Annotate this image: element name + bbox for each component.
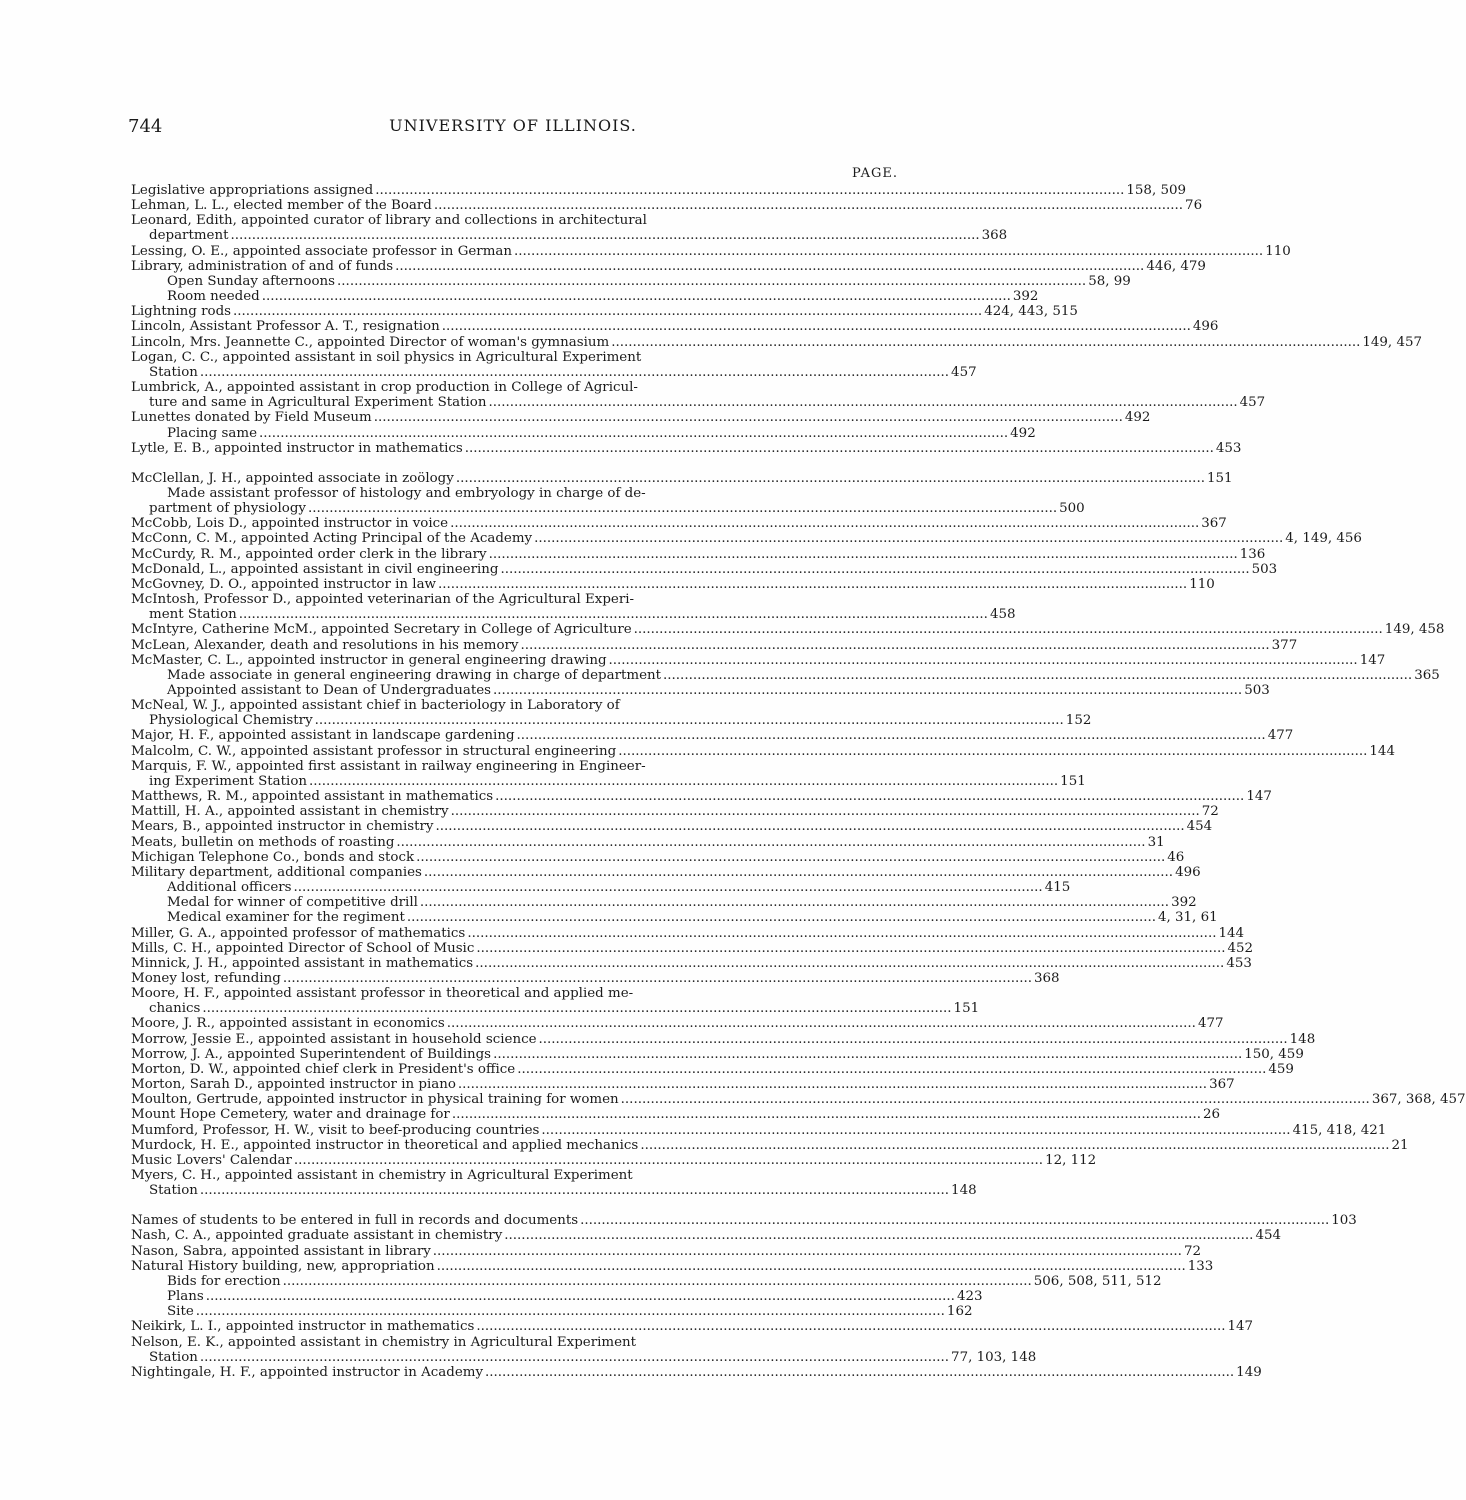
entry-pages: 12, 112 [1045,1152,1097,1168]
entry-text: Appointed assistant to Dean of Undergraduates [167,683,492,698]
entry-pages: 503 [1244,683,1270,698]
dot-leader [239,607,988,622]
index-entry [131,940,1254,956]
index-entry-continuation [131,773,1086,789]
entry-pages: 46 [1167,849,1185,865]
dot-leader [611,335,1360,350]
dot-leader [309,774,1058,789]
index-entry [131,1137,1409,1153]
entry-pages: 72 [1201,804,1219,820]
index-entry [131,1046,1304,1062]
index-entry [131,350,898,365]
index-entry [131,970,1060,986]
dot-leader [493,1047,1242,1062]
dot-leader [374,410,1123,425]
index-subentry [131,1289,983,1305]
entry-text: Physiological Chemistry [149,713,313,729]
entry-text: Michigan Telephone Co., bonds and stock [131,849,415,865]
entry-pages: 368 [1034,970,1060,986]
entry-text: McIntosh, Professor D., appointed veterinarian of the Agricultural Experi- [131,592,635,608]
entry-text: ing Experiment Station [149,773,308,789]
index-entry [131,698,898,713]
index-entry [131,546,1266,562]
entry-text: Minnick, J. H., appointed assistant in mathematics [131,955,474,971]
entry-text: Money lost, refunding [131,970,281,986]
entry-text: Malcolm, C. W., appointed assistant professor in structural engineering [131,743,617,759]
index-subentry [131,910,1218,926]
index-entry [131,198,1203,214]
index-entry [131,925,1245,941]
entry-text: Station [149,364,198,380]
dot-leader [495,789,1244,804]
index-entry [131,728,1294,744]
dot-leader [539,1032,1288,1047]
entry-pages: 423 [956,1289,983,1305]
entry-pages: 147 [1246,789,1272,805]
index-entry [131,834,1165,850]
index-entry [131,1335,898,1350]
index-entry [131,804,1219,820]
entry-pages: 151 [953,1001,980,1017]
index-entry-continuation [131,364,977,380]
entry-text: McLean, Alexander, death and resolutions in his memory [131,637,519,653]
entry-text: Music Lovers' Calendar [131,1152,292,1168]
index-entry [131,592,898,607]
index-entry [131,759,898,774]
index-entry-continuation [131,607,1016,623]
index-entry [131,1061,1294,1077]
entry-text: Morton, Sarah D., appointed instructor in piano [131,1077,456,1093]
entry-text: Nelson, E. K., appointed assistant in chemistry in Agricultural Experiment [131,1334,637,1350]
entry-text: Lunettes donated by Field Museum [131,410,372,426]
entry-pages: 453 [1215,440,1242,456]
dot-leader [433,1244,1182,1259]
entry-pages: 147 [1227,1319,1254,1335]
page-number: 744 [128,116,163,137]
index-entry [131,1168,898,1183]
group-spacer [131,456,898,471]
index-entry [131,304,1078,320]
page-header [128,116,898,140]
index-entry-continuation [131,501,1085,517]
entry-pages: 21 [1391,1137,1409,1153]
entry-text: Moore, J. R., appointed assistant in economics [131,1016,445,1032]
dot-leader [294,1153,1043,1168]
entry-text: Morton, D. W., appointed chief clerk in President's office [131,1061,516,1077]
entry-text: Legislative appropriations assigned [131,183,374,198]
entry-pages: 149, 458 [1384,622,1445,638]
entry-pages: 457 [1239,395,1266,411]
index-subentry [131,289,1039,305]
dot-leader [283,971,1032,986]
entry-pages: 133 [1187,1258,1214,1274]
index-entry [131,561,1278,577]
entry-pages: 147 [1359,652,1386,668]
dot-leader [206,1289,955,1304]
entry-pages: 76 [1185,198,1203,214]
entry-text: Logan, C. C., appointed assistant in soil physics in Agricultural Experiment [131,349,642,365]
entry-pages: 26 [1202,1107,1221,1123]
index-entry-continuation [131,713,1092,729]
index-entry [131,334,1423,350]
entry-text: McGovney, D. O., appointed instructor in law [131,576,437,592]
entry-pages: 415, 418, 421 [1292,1122,1387,1138]
entry-pages: 452 [1227,940,1254,956]
index-entry [131,1364,1262,1380]
dot-leader [504,1228,1253,1243]
dot-leader [500,562,1249,577]
entry-text: Medical examiner for the regiment [167,910,405,926]
dot-leader [517,1062,1266,1077]
running-title: UNIVERSITY OF ILLINOIS. [389,116,637,135]
entry-text: McIntyre, Catherine McM., appointed Secretary in College of Agriculture [131,622,632,638]
entry-text: Mattill, H. A., appointed assistant in chemistry [131,804,449,820]
dot-leader [476,941,1225,956]
entry-text: Lightning rods [131,304,232,320]
entry-pages: 151 [1060,773,1086,789]
entry-pages: 377 [1271,637,1298,653]
dot-leader [534,531,1283,546]
dot-leader [262,289,1011,304]
dot-leader [609,653,1358,668]
entry-pages: 457 [951,364,977,380]
index-entry [131,243,1291,259]
dot-leader [475,956,1224,971]
entry-pages: 392 [1012,289,1039,305]
dot-leader [447,1016,1196,1031]
entry-text: Moulton, Gertrude, appointed instructor in physical training for women [131,1092,619,1108]
index-subentry [131,1304,973,1320]
entry-text: ture and same in Agricultural Experiment Station [149,395,487,411]
entry-text: McDonald, L., appointed assistant in civil engineering [131,561,499,577]
entry-pages: 453 [1226,955,1252,971]
entry-pages: 72 [1183,1243,1201,1259]
entry-text: Lincoln, Mrs. Jeannette C., appointed Director of woman's gymnasium [131,334,610,350]
entry-pages: 368 [981,228,1008,244]
entry-pages: 77, 103, 148 [951,1349,1037,1365]
index-entry [131,789,1272,805]
entry-text: Moore, H. F., appointed assistant professor in theoretical and applied me- [131,986,634,1002]
entry-text: Room needed [167,289,260,305]
dot-leader [488,395,1237,410]
dot-leader [514,244,1263,259]
dot-leader [407,910,1156,925]
entry-pages: 162 [946,1304,973,1320]
index-entry [131,849,1185,865]
entry-pages: 110 [1189,576,1215,592]
entry-pages: 149, 457 [1362,334,1423,350]
entry-pages: 454 [1186,819,1213,835]
index-entry [131,470,1233,486]
dot-leader [452,1107,1201,1122]
entry-pages: 144 [1369,743,1395,759]
entry-text: Names of students to be entered in full in records and documents [131,1213,579,1229]
index-entry [131,440,1242,456]
index-entry [131,410,1151,426]
entry-text: Major, H. F., appointed assistant in landscape gardening [131,728,515,744]
dot-leader [451,804,1200,819]
dot-leader [467,926,1216,941]
dot-leader [259,426,1008,441]
entry-text: Bids for erection [167,1273,281,1289]
dot-leader [308,501,1057,516]
dot-leader [196,1304,945,1319]
index-entry [131,864,1201,880]
index-entry [131,1122,1387,1138]
entry-pages: 110 [1265,243,1291,259]
page-column-label: PAGE. [852,166,898,181]
entry-text: Medal for winner of competitive drill [167,895,418,911]
entry-text: Nason, Sabra, appointed assistant in library [131,1243,431,1259]
entry-pages: 424, 443, 515 [984,304,1078,320]
index-entry [131,652,1386,668]
dot-leader [640,1138,1389,1153]
entry-text: Morrow, Jessie E., appointed assistant in household science [131,1031,537,1047]
entry-pages: 4, 149, 456 [1285,531,1362,547]
entry-pages: 503 [1251,561,1278,577]
entry-text: partment of physiology [149,501,306,517]
index-entry [131,516,1227,532]
entry-pages: 151 [1206,470,1233,486]
entry-text: Mount Hope Cemetery, water and drainage for [131,1107,450,1123]
entry-pages: 148 [951,1183,977,1199]
entry-pages: 149 [1236,1364,1262,1380]
entry-pages: 152 [1065,713,1092,729]
entry-text: Lincoln, Assistant Professor A. T., resignation [131,319,440,335]
entry-pages: 415 [1044,880,1071,896]
dot-leader [395,259,1144,274]
index-entry [131,1092,1466,1108]
entry-text: Miller, G. A., appointed professor of mathematics [131,925,466,941]
dot-leader [517,728,1266,743]
entry-text: ment Station [149,607,237,623]
index-entry [131,1258,1214,1274]
index-subentry [131,667,1440,683]
dot-leader [442,319,1191,334]
dot-leader [396,835,1145,850]
entry-text: Leonard, Edith, appointed curator of library and collections in architectural [131,213,647,229]
entry-text: Matthews, R. M., appointed assistant in mathematics [131,789,494,805]
dot-leader [485,1365,1234,1380]
entry-text: McConn, C. M., appointed Acting Principal of the Academy [131,531,533,547]
index-entry [131,183,1187,198]
entry-text: chanics [149,1001,201,1017]
index-subentry [131,486,898,501]
entry-text: Neikirk, L. I., appointed instructor in mathematics [131,1319,475,1335]
index-entry [131,1107,1221,1123]
entry-text: Myers, C. H., appointed assistant in chemistry in Agricultural Experiment [131,1168,633,1183]
dot-leader [437,1259,1186,1274]
index-entry [131,1152,1097,1168]
entry-text: Plans [167,1289,204,1305]
entry-text: McMaster, C. L., appointed instructor in general engineering drawing [131,652,607,668]
index-entry [131,622,1445,638]
entry-pages: 477 [1267,728,1294,744]
entry-text: Lessing, O. E., appointed associate professor in German [131,243,513,259]
entry-pages: 477 [1197,1016,1224,1032]
dot-leader [375,183,1124,198]
entry-text: McCurdy, R. M., appointed order clerk in the library [131,546,487,562]
entry-pages: 367 [1201,516,1227,532]
entry-text: McNeal, W. J., appointed assistant chief in bacteriology in Laboratory of [131,698,620,714]
dot-leader [456,471,1205,486]
entry-pages: 136 [1239,546,1266,562]
index-entry-continuation [131,395,1266,411]
entry-pages: 506, 508, 511, 512 [1033,1273,1162,1289]
entry-text: Mears, B., appointed instructor in chemistry [131,819,434,835]
entry-pages: 496 [1175,864,1201,880]
entry-text: Lehman, L. L., elected member of the Board [131,198,432,214]
entry-text: Station [149,1349,198,1365]
entry-text: Military department, additional companies [131,864,422,880]
dot-leader [458,1077,1207,1092]
entry-pages: 367 [1209,1077,1235,1093]
dot-leader [521,638,1270,653]
index-entry [131,819,1213,835]
dot-leader [438,577,1187,592]
dot-leader [541,1123,1290,1138]
entry-pages: 446, 479 [1146,258,1206,274]
entry-text: Murdock, H. E., appointed instructor in theoretical and applied mechanics [131,1137,639,1153]
dot-leader [200,365,949,380]
index-entry [131,986,898,1001]
dot-leader [621,1092,1370,1107]
dot-leader [450,516,1199,531]
index-entry [131,1031,1316,1047]
entry-text: Natural History building, new, appropriation [131,1258,435,1274]
dot-leader [230,228,979,243]
entry-text: McCobb, Lois D., appointed instructor in voice [131,516,449,532]
entry-text: Placing same [167,425,257,441]
dot-leader [489,547,1238,562]
index-entry-continuation [131,1001,980,1017]
entry-pages: 58, 99 [1088,273,1131,289]
entry-pages: 144 [1218,925,1245,941]
index-subentry [131,895,1197,911]
entry-text: Made assistant professor of histology and embryology in charge of de- [167,485,646,501]
dot-leader [200,1183,949,1198]
index-subentry [131,425,1036,441]
entry-pages: 454 [1255,1228,1281,1244]
dot-leader [416,850,1165,865]
entry-text: Made associate in general engineering drawing in charge of department [167,667,662,683]
index-subentry [131,273,1131,289]
index-entry [131,380,898,395]
index-entry [131,1228,1281,1244]
entry-text: Meats, bulletin on methods of roasting [131,834,395,850]
index-entry-continuation [131,228,1008,244]
entry-pages: 365 [1414,667,1440,683]
entry-pages: 103 [1331,1213,1357,1229]
dot-leader [476,1319,1225,1334]
entry-text: Nash, C. A., appointed graduate assistant in chemistry [131,1228,503,1244]
dot-leader [420,895,1169,910]
dot-leader [202,1001,951,1016]
entry-text: Lytle, E. B., appointed instructor in mathematics [131,440,463,456]
entry-pages: 158, 509 [1126,183,1187,198]
entry-text: Mills, C. H., appointed Director of School of Music [131,940,475,956]
entry-pages: 392 [1171,895,1197,911]
dot-leader [634,622,1383,637]
dot-leader [200,1350,949,1365]
index-entry [131,576,1215,592]
index-entry [131,213,898,228]
entry-text: Morrow, J. A., appointed Superintendent of Buildings [131,1046,492,1062]
index-subentry [131,880,1071,896]
index-entry [131,743,1395,759]
index-entry [131,955,1252,971]
dot-leader [434,198,1183,213]
entry-text: Library, administration of and of funds [131,258,394,274]
entry-text: Additional officers [167,880,292,896]
group-spacer [131,1198,898,1213]
index-entry [131,531,1362,547]
dot-leader [424,865,1173,880]
dot-leader [465,441,1214,456]
entry-pages: 492 [1010,425,1036,441]
dot-leader [618,744,1367,759]
entry-pages: 4, 31, 61 [1157,910,1218,926]
entry-pages: 458 [989,607,1016,623]
dot-leader [493,683,1242,698]
entry-pages: 150, 459 [1244,1046,1304,1062]
entry-text: Open Sunday afternoons [167,273,336,289]
entry-pages: 496 [1192,319,1219,335]
entry-text: Lumbrick, A., appointed assistant in crop production in College of Agricul- [131,380,638,396]
entry-pages: 31 [1147,834,1165,850]
entry-pages: 367, 368, 457 [1371,1092,1466,1108]
index-entry [131,1213,1357,1229]
index-subentry [131,1273,1162,1289]
index-entry [131,319,1219,335]
dot-leader [435,819,1184,834]
entry-text: Marquis, F. W., appointed first assistant in railway engineering in Engineer- [131,758,646,774]
dot-leader [663,668,1412,683]
dot-leader [283,1274,1032,1289]
dot-leader [580,1213,1329,1228]
index-entry [131,637,1298,653]
dot-leader [294,880,1043,895]
index-list [131,183,1466,1380]
dot-leader [315,713,1064,728]
entry-text: Mumford, Professor, H. W., visit to beef-producing countries [131,1122,540,1138]
index-subentry [131,683,1270,698]
entry-text: McClellan, J. H., appointed associate in zoölogy [131,470,454,486]
index-entry-continuation [131,1183,977,1199]
entry-pages: 492 [1124,410,1151,426]
index-entry [131,1319,1254,1335]
entry-text: department [149,228,229,244]
entry-pages: 148 [1289,1031,1316,1047]
entry-pages: 500 [1059,501,1085,517]
index-entry-continuation [131,1349,1037,1365]
entry-text: Nightingale, H. F., appointed instructor in Academy [131,1364,484,1380]
dot-leader [337,274,1086,289]
entry-text: Station [149,1183,198,1199]
dot-leader [233,304,982,319]
index-entry [131,1016,1224,1032]
entry-pages: 459 [1268,1061,1294,1077]
index-entry [131,258,1206,274]
entry-text: Site [167,1304,194,1320]
index-entry [131,1077,1235,1093]
index-entry [131,1243,1201,1259]
